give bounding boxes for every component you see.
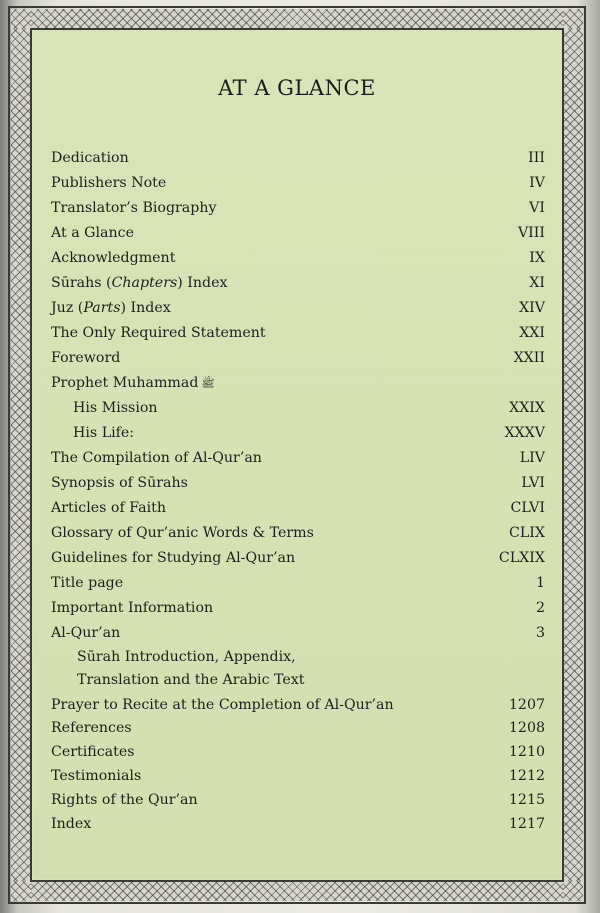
toc-label: Certificates: [51, 744, 135, 760]
toc-entry-at-a-glance[interactable]: [51, 222, 545, 244]
toc-page-number: 1212: [508, 768, 545, 784]
toc-page-number: XXXV: [504, 425, 545, 441]
toc-label: Glossary of Qur’anic Words & Terms: [51, 525, 314, 541]
toc-label: Sūrahs (Chapters) Index: [51, 275, 228, 291]
toc-label: Translation and the Arabic Text: [77, 672, 305, 688]
toc-entry-surah-introduction[interactable]: [77, 646, 377, 668]
toc-page-number: IV: [529, 175, 545, 191]
toc-entry-translators-biography[interactable]: [51, 197, 545, 219]
toc-label: Sūrah Introduction, Appendix,: [77, 649, 296, 665]
toc-label: Synopsis of Sūrahs: [51, 475, 188, 491]
toc-label: Title page: [51, 575, 124, 591]
toc-page-number: 1210: [508, 744, 545, 760]
toc-entry-publishers-note[interactable]: [51, 172, 545, 194]
toc-entry-dedication[interactable]: [51, 147, 545, 169]
toc-label: Prayer to Recite at the Completion of Al-Qur’an: [51, 697, 394, 713]
toc-entry-glossary[interactable]: [51, 522, 545, 544]
table-of-contents: [33, 31, 561, 879]
toc-label: At a Glance: [51, 225, 134, 241]
toc-page-number: XXI: [519, 325, 545, 341]
toc-label: Index: [51, 816, 92, 832]
toc-entry-juz-index[interactable]: [51, 297, 545, 319]
toc-entry-prayer-completion[interactable]: [51, 694, 545, 716]
toc-label: His Life:: [73, 425, 135, 441]
contents-panel: [33, 31, 561, 879]
toc-page-number: 2: [535, 600, 545, 616]
toc-label: The Only Required Statement: [51, 325, 266, 341]
toc-entry-required-statement[interactable]: [51, 322, 545, 344]
toc-label: Dedication: [51, 150, 129, 166]
toc-label: Rights of the Qur’an: [51, 792, 198, 808]
page-title: AT A GLANCE: [218, 76, 376, 100]
toc-entry-guidelines[interactable]: [51, 547, 545, 569]
toc-label: Testimonials: [51, 768, 142, 784]
toc-page-number: 1215: [508, 792, 545, 808]
toc-page-number: XXII: [513, 350, 545, 366]
toc-label: Juz (Parts) Index: [51, 300, 171, 316]
toc-entry-articles-of-faith[interactable]: [51, 497, 545, 519]
toc-page-number: XIV: [519, 300, 545, 316]
toc-page-number: LVI: [521, 475, 545, 491]
toc-entry-important-information[interactable]: [51, 597, 545, 619]
toc-label: Guidelines for Studying Al-Qur’an: [51, 550, 296, 566]
toc-page-number: III: [528, 150, 545, 166]
toc-label: Important Information: [51, 600, 214, 616]
toc-entry-acknowledgment[interactable]: [51, 247, 545, 269]
toc-label: Translator’s Biography: [51, 200, 217, 216]
toc-page-number: VI: [529, 200, 545, 216]
toc-entry-his-mission[interactable]: [73, 397, 545, 419]
toc-page-number: XXIX: [509, 400, 545, 416]
toc-entry-al-quran[interactable]: [51, 622, 545, 644]
toc-entry-certificates[interactable]: [51, 741, 545, 763]
toc-page-number: IX: [529, 250, 545, 266]
toc-page-number: 1208: [508, 720, 545, 736]
toc-entry-surahs-index[interactable]: [51, 272, 545, 294]
toc-page-number: 1207: [508, 697, 545, 713]
toc-entry-testimonials[interactable]: [51, 765, 545, 787]
toc-entry-title-page[interactable]: [51, 572, 545, 594]
toc-entry-his-life[interactable]: [73, 422, 545, 444]
toc-page-number: CLIX: [509, 525, 545, 541]
toc-label: The Compilation of Al-Qur’an: [51, 450, 262, 466]
toc-page-number: 1: [535, 575, 545, 591]
toc-label: His Mission: [73, 400, 158, 416]
toc-label: Al-Qur’an: [51, 625, 121, 641]
toc-entry-synopsis[interactable]: [51, 472, 545, 494]
toc-page-number: XI: [529, 275, 545, 291]
toc-label: Foreword: [51, 350, 121, 366]
toc-page-number: 1217: [508, 816, 545, 832]
toc-entry-references[interactable]: [51, 717, 545, 739]
toc-page-number: CLXIX: [498, 550, 545, 566]
toc-label: References: [51, 720, 132, 736]
toc-entry-translation-arabic-text[interactable]: [77, 669, 377, 691]
honorific-symbol: ﷺ: [201, 377, 215, 390]
toc-label: Prophet Muhammad ﷺ: [51, 375, 215, 391]
toc-page-number: LIV: [519, 450, 545, 466]
toc-entry-prophet-muhammad[interactable]: [51, 372, 545, 394]
toc-label: Articles of Faith: [51, 500, 166, 516]
toc-entry-rights-of-quran[interactable]: [51, 789, 545, 811]
toc-label: Acknowledgment: [51, 250, 176, 266]
toc-page-number: 3: [535, 625, 545, 641]
toc-entry-compilation[interactable]: [51, 447, 545, 469]
toc-page-number: VIII: [517, 225, 545, 241]
toc-page-number: CLVI: [510, 500, 545, 516]
toc-label: Publishers Note: [51, 175, 167, 191]
toc-entry-foreword[interactable]: [51, 347, 545, 369]
toc-entry-index[interactable]: [51, 813, 545, 835]
